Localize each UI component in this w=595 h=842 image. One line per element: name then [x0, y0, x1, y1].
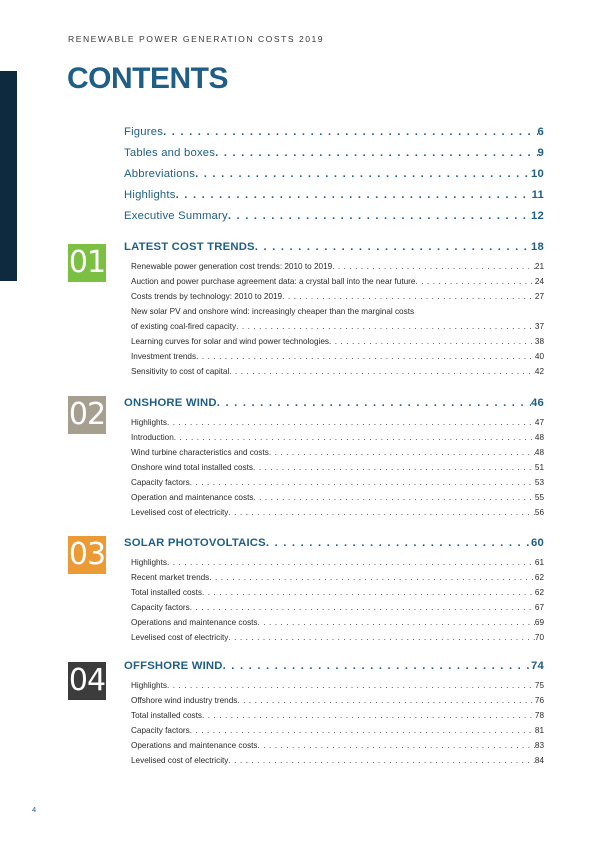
- leader-dots: [229, 364, 535, 379]
- toc-sub-entry[interactable]: [131, 460, 544, 475]
- section-number-badge: 03: [68, 537, 106, 572]
- toc-sub-entry[interactable]: [131, 319, 544, 334]
- toc-sub-entry-label: Levelised cost of electricity: [131, 756, 229, 765]
- toc-sub-entry-page: 84: [534, 756, 544, 765]
- leader-dots: [167, 678, 535, 693]
- toc-sub-entry-first-line[interactable]: New solar PV and onshore wind: increasingly cheaper than the marginal costs: [131, 307, 415, 316]
- toc-entry-highlights[interactable]: [124, 185, 544, 206]
- leader-dots: [167, 555, 535, 570]
- toc-sub-entry-page: 24: [534, 277, 544, 286]
- section-heading-page: 18: [531, 241, 544, 253]
- toc-sub-entry-page: 40: [534, 352, 544, 361]
- toc-sub-entry-label: Sensitivity to cost of capital: [131, 367, 230, 376]
- section-items: [131, 555, 544, 645]
- leader-dots: [202, 585, 535, 600]
- toc-sub-entry[interactable]: [131, 555, 544, 570]
- toc-sub-entry-label: Introduction: [131, 433, 174, 442]
- toc-sub-entry-label: Operations and maintenance costs: [131, 618, 258, 627]
- toc-sub-entry-page: 70: [534, 633, 544, 642]
- section-items: [131, 259, 544, 379]
- section-number-badge: 04: [68, 663, 106, 698]
- toc-sub-entry[interactable]: [131, 430, 544, 445]
- leader-dots: [258, 738, 535, 753]
- toc-sub-entry-page: 78: [534, 711, 544, 720]
- leader-dots: [202, 708, 535, 723]
- section-heading-page: 60: [531, 537, 544, 549]
- toc-sub-entry-page: 21: [534, 262, 544, 271]
- toc-entry-executive-summary[interactable]: [124, 206, 544, 227]
- running-head: RENEWABLE POWER GENERATION COSTS 2019: [68, 34, 325, 44]
- leader-dots: [223, 656, 531, 676]
- page-number: 4: [32, 805, 37, 814]
- toc-entry-label: Abbreviations: [124, 168, 196, 180]
- toc-sub-entry-page: 61: [534, 558, 544, 567]
- leader-dots: [176, 185, 532, 206]
- section-heading-page: 46: [531, 397, 544, 409]
- toc-sub-entry-label: Highlights: [131, 418, 167, 427]
- section-heading-label: LATEST COST TRENDS: [124, 241, 255, 253]
- leader-dots: [174, 430, 535, 445]
- toc-sub-entry-page: 27: [534, 292, 544, 301]
- toc-entry-page: 10: [531, 168, 544, 180]
- leader-dots: [228, 505, 535, 520]
- toc-sub-entry-label: Total installed costs: [131, 711, 202, 720]
- leader-dots: [255, 237, 531, 257]
- toc-sub-entry[interactable]: [131, 415, 544, 430]
- toc-sub-entry[interactable]: [131, 475, 544, 490]
- toc-sub-entry[interactable]: [131, 364, 544, 379]
- toc-sub-entry-page: 75: [534, 681, 544, 690]
- section-number-badge: 02: [68, 397, 106, 432]
- toc-entry-figures[interactable]: [124, 122, 544, 143]
- leader-dots: [228, 206, 531, 227]
- toc-entry-page: 9: [537, 147, 544, 159]
- toc-entry-page: 11: [531, 189, 544, 201]
- leader-dots: [163, 122, 537, 143]
- toc-sub-entry-label: Onshore wind total installed costs: [131, 463, 253, 472]
- toc-sub-entry[interactable]: [131, 505, 544, 520]
- toc-sub-entry[interactable]: [131, 334, 544, 349]
- leader-dots: [282, 289, 535, 304]
- toc-sub-entry[interactable]: [131, 259, 544, 274]
- section-latest-cost-trends: [124, 237, 544, 379]
- toc-sub-entry-page: 67: [534, 603, 544, 612]
- toc-sub-entry-label: Capacity factors: [131, 603, 190, 612]
- toc-sub-entry-page: 48: [534, 433, 544, 442]
- toc-sub-entry[interactable]: [131, 723, 544, 738]
- leader-dots: [253, 460, 535, 475]
- toc-sub-entry-page: 69: [534, 618, 544, 627]
- toc-sub-entry-page: 47: [534, 418, 544, 427]
- leader-dots: [332, 259, 535, 274]
- toc-sub-entry-label: Learning curves for solar and wind power technologies: [131, 337, 329, 346]
- toc-sub-entry-page: 37: [534, 322, 544, 331]
- toc-sub-entry[interactable]: [131, 445, 544, 460]
- toc-sub-entry-page: 56: [534, 508, 544, 517]
- toc-sub-entry-label: of existing coal-fired capacity: [131, 322, 237, 331]
- toc-sub-entry[interactable]: [131, 615, 544, 630]
- toc-entry-label: Highlights: [124, 189, 176, 201]
- toc-sub-entry-page: 62: [534, 573, 544, 582]
- toc-sub-entry[interactable]: [131, 678, 544, 693]
- toc-sub-entry[interactable]: [131, 274, 544, 289]
- section-heading[interactable]: [124, 237, 544, 257]
- leader-dots: [167, 415, 535, 430]
- section-offshore-wind: [124, 656, 544, 768]
- toc-sub-entry-page: 76: [534, 696, 544, 705]
- toc-sub-entry[interactable]: [131, 349, 544, 364]
- leader-dots: [195, 164, 531, 185]
- toc-sub-entry-page: 42: [534, 367, 544, 376]
- section-heading-label: SOLAR PHOTOVOLTAICS: [124, 537, 266, 549]
- toc-sub-entry-label: Operation and maintenance costs: [131, 493, 254, 502]
- toc-sub-entry-page: 38: [534, 337, 544, 346]
- side-accent-bar: [0, 71, 17, 281]
- toc-sub-entry-label: Operations and maintenance costs: [131, 741, 258, 750]
- toc-entry-page: 6: [537, 126, 544, 138]
- leader-dots: [228, 753, 535, 768]
- leader-dots: [190, 475, 535, 490]
- toc-sub-entry[interactable]: [131, 708, 544, 723]
- leader-dots: [258, 615, 535, 630]
- page-title: CONTENTS: [67, 62, 228, 95]
- section-onshore-wind: [124, 393, 544, 520]
- leader-dots: [329, 334, 535, 349]
- toc-entry-page: 12: [531, 210, 544, 222]
- toc-sub-entry[interactable]: [131, 738, 544, 753]
- toc-sub-entry-page: 55: [534, 493, 544, 502]
- toc-sub-entry[interactable]: [131, 630, 544, 645]
- toc-sub-entry[interactable]: [131, 753, 544, 768]
- toc-sub-entry-label: Renewable power generation cost trends: 2010 to 2019: [131, 262, 333, 271]
- section-items: [131, 415, 544, 520]
- toc-sub-entry-page: 81: [534, 726, 544, 735]
- toc-sub-entry-page: 53: [534, 478, 544, 487]
- toc-entry-label: Executive Summary: [124, 210, 228, 222]
- toc-sub-entry-label: Investment trends: [131, 352, 197, 361]
- toc-sub-entry-page: 83: [534, 741, 544, 750]
- toc-sub-entry-label: Total installed costs: [131, 588, 202, 597]
- toc-sub-entry-label: Capacity factors: [131, 478, 190, 487]
- toc-sub-entry-page: 51: [534, 463, 544, 472]
- toc-entry-tables[interactable]: [124, 143, 544, 164]
- leader-dots: [269, 445, 535, 460]
- section-number-badge: 01: [68, 245, 106, 280]
- section-heading[interactable]: [124, 393, 544, 413]
- leader-dots: [196, 349, 535, 364]
- toc-sub-entry-label: Levelised cost of electricity: [131, 508, 229, 517]
- toc-sub-entry[interactable]: [131, 693, 544, 708]
- leader-dots: [190, 723, 535, 738]
- toc-sub-entry[interactable]: [131, 600, 544, 615]
- toc-sub-entry-label: Costs trends by technology: 2010 to 2019: [131, 292, 283, 301]
- leader-dots: [217, 393, 531, 413]
- toc-top-entries: [124, 122, 544, 227]
- toc-sub-entry-label: Offshore wind industry trends: [131, 696, 238, 705]
- toc-sub-entry[interactable]: [131, 289, 544, 304]
- leader-dots: [209, 570, 535, 585]
- toc-sub-entry-label: Highlights: [131, 681, 167, 690]
- toc-sub-entry-page: 62: [534, 588, 544, 597]
- section-heading[interactable]: [124, 533, 544, 553]
- leader-dots: [415, 274, 534, 289]
- toc-sub-entry-label: Highlights: [131, 558, 167, 567]
- leader-dots: [190, 600, 535, 615]
- leader-dots: [236, 319, 535, 334]
- toc-entry-label: Figures: [124, 126, 164, 138]
- toc-sub-entry[interactable]: [131, 570, 544, 585]
- leader-dots: [266, 533, 531, 553]
- toc-sub-entry-page: 48: [534, 448, 544, 457]
- section-items: [131, 678, 544, 768]
- section-heading-page: 74: [531, 660, 544, 672]
- leader-dots: [253, 490, 534, 505]
- toc-sub-entry-label: Auction and power purchase agreement data: a crystal ball into the near future: [131, 277, 416, 286]
- leader-dots: [215, 143, 537, 164]
- section-heading[interactable]: [124, 656, 544, 676]
- section-heading-label: ONSHORE WIND: [124, 397, 217, 409]
- toc-sub-entry[interactable]: [131, 585, 544, 600]
- toc-sub-entry[interactable]: [131, 490, 544, 505]
- toc-sub-entry-label: Capacity factors: [131, 726, 190, 735]
- section-heading-label: OFFSHORE WIND: [124, 660, 223, 672]
- toc-entry-abbreviations[interactable]: [124, 164, 544, 185]
- section-solar-photovoltaics: [124, 533, 544, 645]
- toc-sub-entry-label: Levelised cost of electricity: [131, 633, 229, 642]
- leader-dots: [237, 693, 535, 708]
- toc-sub-entry-label: Recent market trends: [131, 573, 210, 582]
- toc-entry-label: Tables and boxes: [124, 147, 216, 159]
- toc-sub-entry-label: Wind turbine characteristics and costs: [131, 448, 269, 457]
- leader-dots: [228, 630, 535, 645]
